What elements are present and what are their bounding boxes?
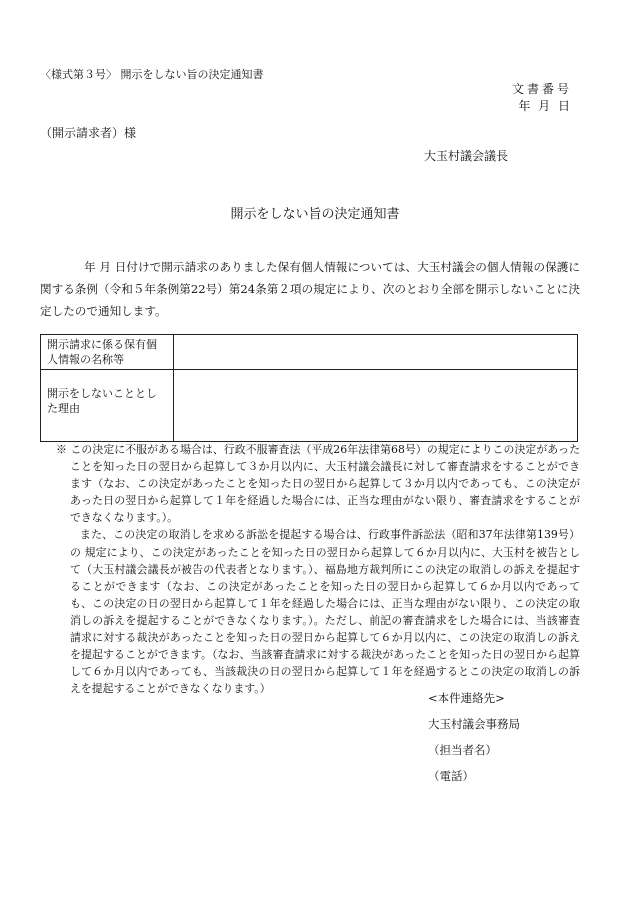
body-text: 年 月 日付けで開示請求のありました保有個人情報については、大玉村議会の個人情報の保護に関する条例（令和５年条例第22号）第24条第２項の規定により、次のとおり全部を開示しないことに決定したので通知します。 (40, 260, 580, 318)
notes (56, 441, 580, 697)
contact-person: （担当者名） (428, 743, 497, 757)
table-label: 開示をしないこととした理由 (41, 370, 174, 442)
table-label: 開示請求に係る保有個人情報の名称等 (41, 335, 174, 370)
table-row (41, 370, 578, 442)
sender: 大玉村議会議長 (424, 149, 509, 163)
contact-heading: <本件連絡先> (428, 691, 505, 705)
table-value (174, 370, 578, 442)
contact-phone: （電話） (428, 769, 474, 783)
contact-office: 大玉村議会事務局 (428, 717, 520, 731)
document-number: 文書番号 (511, 82, 572, 96)
form-label: 〈様式第３号〉 開示をしない旨の決定通知書 (40, 68, 264, 81)
info-table (40, 334, 578, 442)
addressee: （開示請求者）様 (40, 126, 137, 140)
document-date: 年 月 日 (518, 99, 572, 113)
table-value (174, 335, 578, 370)
contact-block (428, 685, 520, 789)
table-row (41, 335, 578, 370)
note-paragraph: ※ この決定に不服がある場合は、行政不服審査法（平成26年法律第68号）の規定によりこの決定があったことを知った日の翌日から起算して３か月以内に、大玉村議会議長に対して審査請求をすることができます（なお、この決定があったことを知った日の翌日から起算して３か月以内であっても、この決定があった日の翌日から起算して１年を経過した場合には、正当な理由がない限り、審査請求をすることができなくなります。）。 (56, 443, 580, 525)
note-paragraph: また、この決定の取消しを求める訴訟を提起する場合は、行政事件訴訟法（昭和37年法律第139号）の 規定により、この決定があったことを知った日の翌日から起算して６か月以内に、大玉村を被告として（大玉村議会議長が被告の代表者となります。）、福島地方裁判所にこの決定の取消しの訴えを提起することができます（なお、この決定があったことを知った日の翌日から起算して６か月以内であっても、この決定の日の翌日から起算して１年を経過した場合には、正当な理由がない限り、この決定の取消しの訴えを提起することができなくなります。）。ただし、前記の審査請求をした場合には、当該審査請求に対する裁決があったことを知った日の翌日から起算して６か月以内に、この決定の取消しの訴えを提起することができます。（なお、当該審査請求に対する裁決があったことを知った日の翌日から起算して６か月以内であっても、当該裁決の日の翌日から起算して１年を経過するとこの決定の取消しの訴えを提起することができなくなります。） (70, 528, 580, 696)
document-title: 開示をしない旨の決定通知書 (230, 207, 400, 222)
